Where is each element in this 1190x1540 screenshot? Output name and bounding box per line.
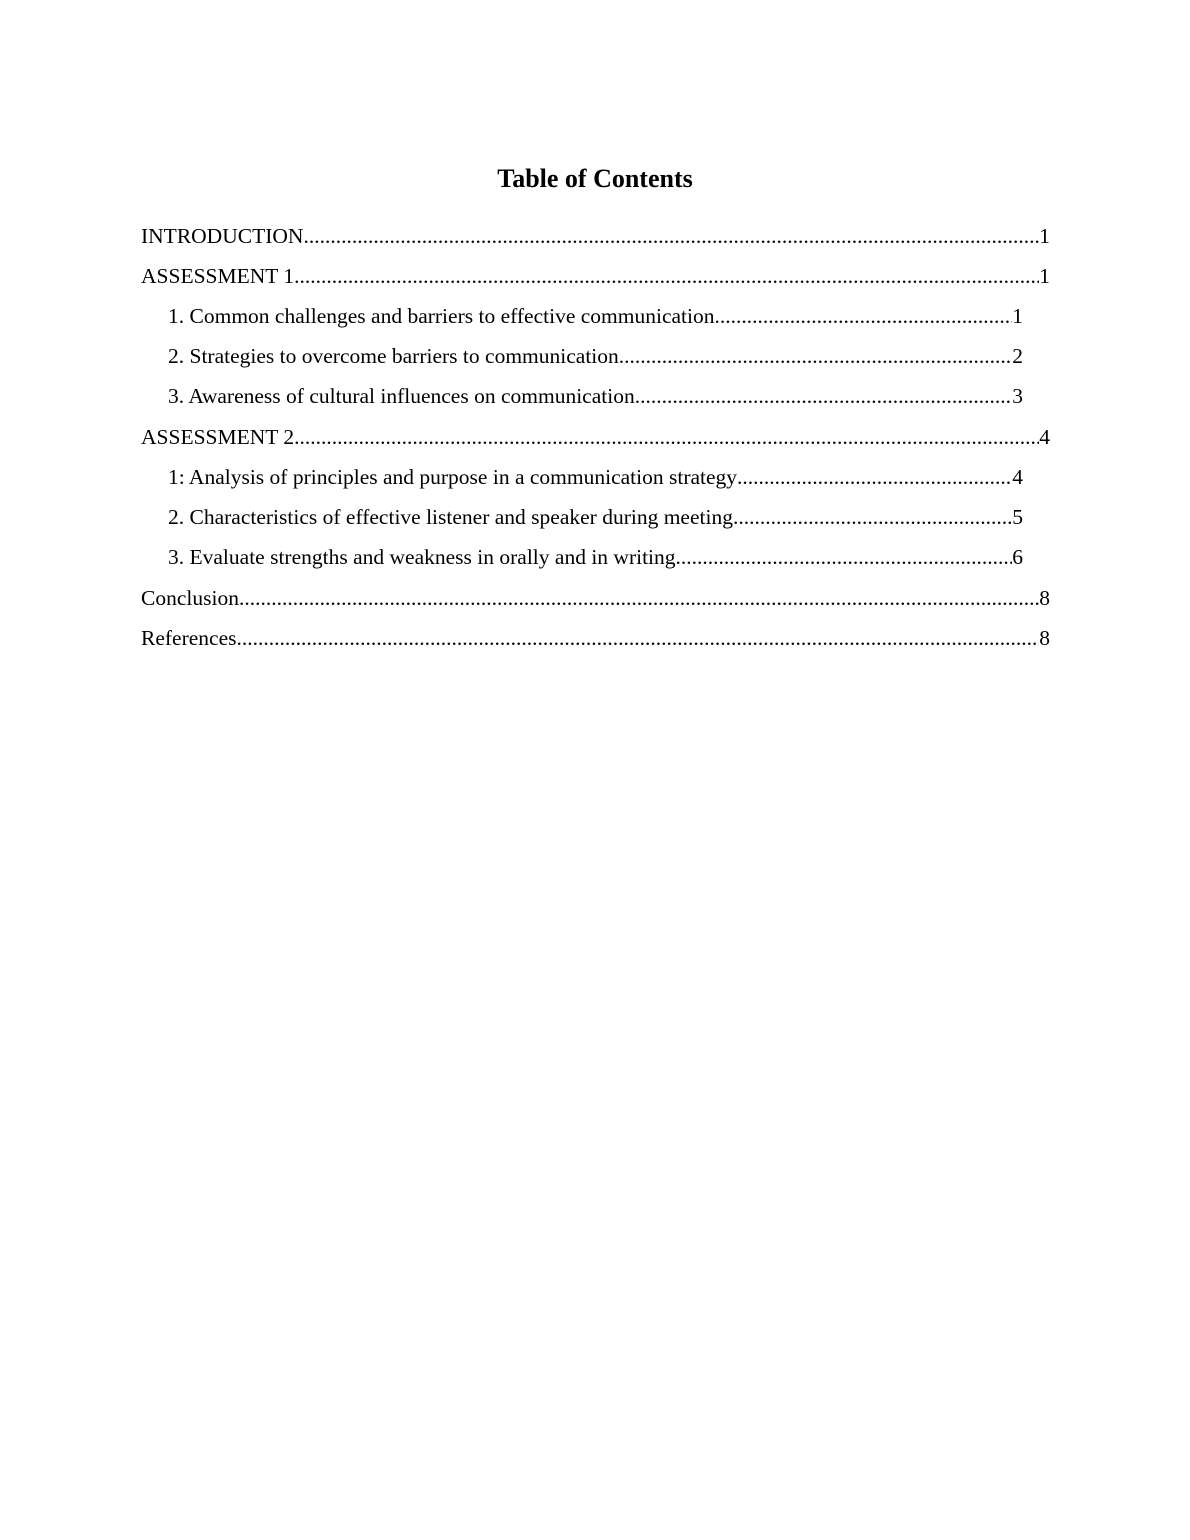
toc-page-number: 4 xyxy=(1012,465,1023,489)
toc-entry-text: 1: Analysis of principles and purpose in a communication strategy xyxy=(168,465,738,489)
toc-entry-text: 3. Awareness of cultural influences on communication xyxy=(168,384,635,408)
toc-entry-analysis-principles[interactable] xyxy=(168,457,1023,497)
toc-entry-text: 2. Strategies to overcome barriers to communication xyxy=(168,344,619,368)
toc-entry-references[interactable] xyxy=(141,618,1050,658)
toc-page-number: 1 xyxy=(1012,304,1023,328)
toc-entry-text: References xyxy=(141,626,237,650)
toc-dot-leader xyxy=(237,618,1040,658)
toc-dot-leader xyxy=(635,376,1013,416)
toc-page-number: 5 xyxy=(1012,505,1023,529)
toc-entry-text: 2. Characteristics of effective listener and speaker during meeting xyxy=(168,505,733,529)
toc-dot-leader xyxy=(239,578,1039,618)
toc-entry-strategies[interactable] xyxy=(168,336,1023,376)
toc-page-number: 6 xyxy=(1012,545,1023,569)
toc-entry-common-challenges[interactable] xyxy=(168,296,1023,336)
toc-dot-leader xyxy=(294,256,1039,296)
toc-dot-leader xyxy=(737,457,1012,497)
toc-page-number: 2 xyxy=(1012,344,1023,368)
toc-dot-leader xyxy=(733,497,1012,537)
toc-entry-assessment-2[interactable] xyxy=(141,417,1050,457)
toc-entry-text: ASSESSMENT 2 xyxy=(141,425,295,449)
toc-dot-leader xyxy=(303,216,1039,256)
toc-dot-leader xyxy=(619,336,1012,376)
toc-entry-strengths-weakness[interactable] xyxy=(168,537,1023,577)
toc-page-number: 3 xyxy=(1012,384,1023,408)
toc-page-number: 1 xyxy=(1039,224,1050,248)
toc-title: Table of Contents xyxy=(497,164,693,193)
toc-entry-cultural-influences[interactable] xyxy=(168,376,1023,416)
toc-page-number: 8 xyxy=(1039,586,1050,610)
toc-page-number: 1 xyxy=(1039,264,1050,288)
toc-dot-leader xyxy=(676,537,1013,577)
toc-entry-listener-speaker[interactable] xyxy=(168,497,1023,537)
toc-entry-text: 3. Evaluate strengths and weakness in orally and in writing xyxy=(168,545,676,569)
toc-page-number: 4 xyxy=(1039,425,1050,449)
toc-entry-text: ASSESSMENT 1 xyxy=(141,264,295,288)
toc-entry-text: 1. Common challenges and barriers to effective communication xyxy=(168,304,715,328)
toc-entry-text: Conclusion xyxy=(141,586,239,610)
toc-entry-assessment-1[interactable] xyxy=(141,256,1050,296)
toc-entry-conclusion[interactable] xyxy=(141,578,1050,618)
toc-dot-leader xyxy=(294,417,1039,457)
toc-entry-introduction[interactable] xyxy=(141,216,1050,256)
toc-entry-text: INTRODUCTION xyxy=(141,224,304,248)
toc-page-number: 8 xyxy=(1039,626,1050,650)
toc-dot-leader xyxy=(715,296,1013,336)
